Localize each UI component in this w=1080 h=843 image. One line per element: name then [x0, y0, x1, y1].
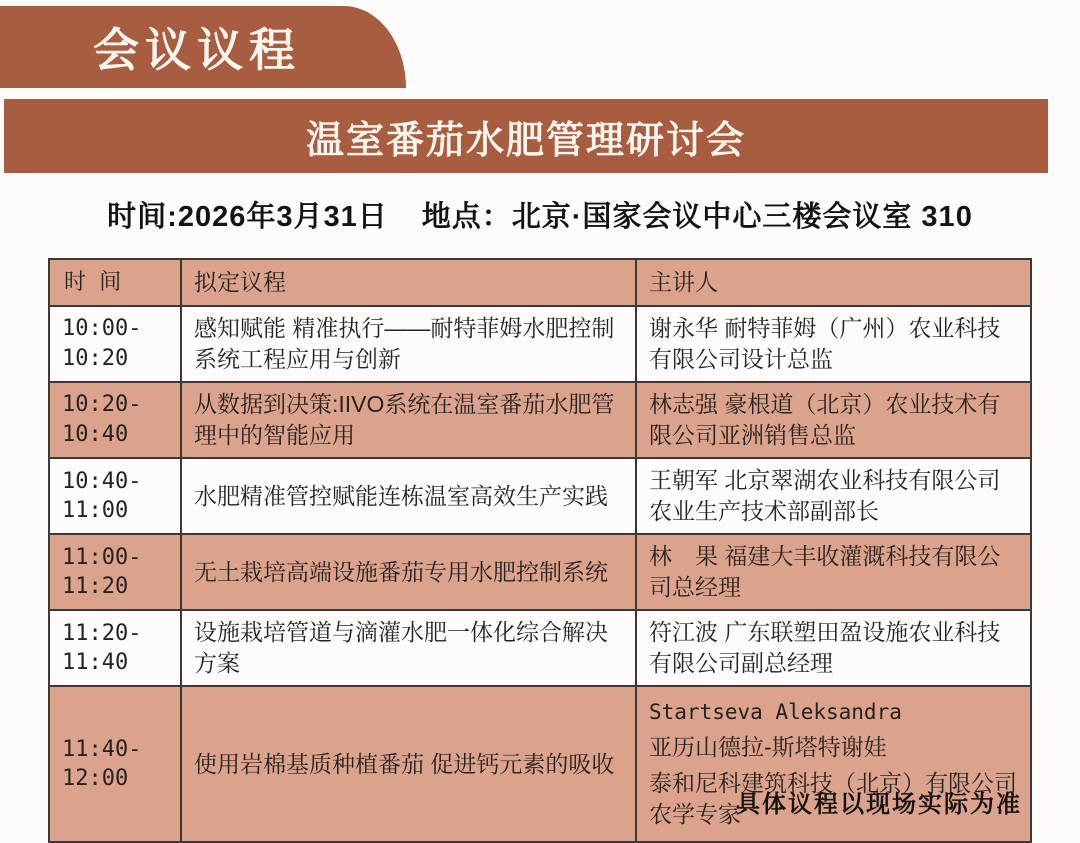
speaker-cell: 谢永华 耐特菲姆（广州）农业科技有限公司设计总监 [636, 306, 1031, 382]
seminar-title-banner [4, 99, 1048, 173]
speaker-cell: 林志强 豪根道（北京）农业技术有限公司亚洲销售总监 [636, 382, 1031, 458]
seminar-title: 温室番茄水肥管理研讨会 [305, 119, 746, 162]
agenda-tag-banner [0, 6, 406, 88]
table-header-row [49, 259, 1031, 306]
agenda-row [49, 306, 1031, 382]
agenda-row [49, 534, 1031, 610]
time-cell: 11:20-11:40 [49, 610, 181, 686]
time-cell: 10:00-10:20 [49, 306, 181, 382]
agenda-tag-label: 会议议程 [93, 24, 301, 76]
meta-time: 时间:2026年3月31日 [107, 201, 388, 233]
speaker-cell: 林 果 福建大丰收灌溉科技有限公司总经理 [636, 534, 1031, 610]
agenda-table [48, 258, 1032, 843]
topic-cell: 感知赋能 精准执行——耐特菲姆水肥控制系统工程应用与创新 [181, 306, 636, 382]
topic-cell: 无土栽培高端设施番茄专用水肥控制系统 [181, 534, 636, 610]
agenda-table-body [49, 306, 1031, 842]
speaker-line: 亚历山德拉-斯塔特谢娃 [649, 733, 887, 760]
footer-note: 具体议程以现场实际为准 [736, 791, 1022, 818]
col-header-topic: 拟定议程 [181, 259, 636, 306]
topic-cell: 从数据到决策:IIVO系统在温室番茄水肥管理中的智能应用 [181, 382, 636, 458]
time-cell: 11:40-12:00 [49, 686, 181, 841]
agenda-row [49, 610, 1031, 686]
agenda-row [49, 458, 1031, 534]
col-header-speaker: 主讲人 [636, 259, 1031, 306]
time-cell: 10:40-11:00 [49, 458, 181, 534]
speaker-cell: 王朝军 北京翠湖农业科技有限公司农业生产技术部副部长 [636, 458, 1031, 534]
speaker-cell: 符江波 广东联塑田盈设施农业科技有限公司副总经理 [636, 610, 1031, 686]
meta-location: 地点：北京·国家会议中心三楼会议室 310 [421, 201, 973, 233]
topic-cell: 设施栽培管道与滴灌水肥一体化综合解决方案 [181, 610, 636, 686]
speaker-line: 泰和尼科建筑科技（北京）有限公司农学专家 [649, 769, 1017, 827]
time-location-line [0, 194, 1080, 235]
speaker-line: Startseva Aleksandra [649, 700, 902, 725]
col-header-time: 时 间 [49, 259, 181, 306]
time-cell: 10:20-10:40 [49, 382, 181, 458]
topic-cell: 使用岩棉基质种植番茄 促进钙元素的吸收 [181, 686, 636, 841]
agenda-row [49, 382, 1031, 458]
time-cell: 11:00-11:20 [49, 534, 181, 610]
topic-cell: 水肥精准管控赋能连栋温室高效生产实践 [181, 458, 636, 534]
